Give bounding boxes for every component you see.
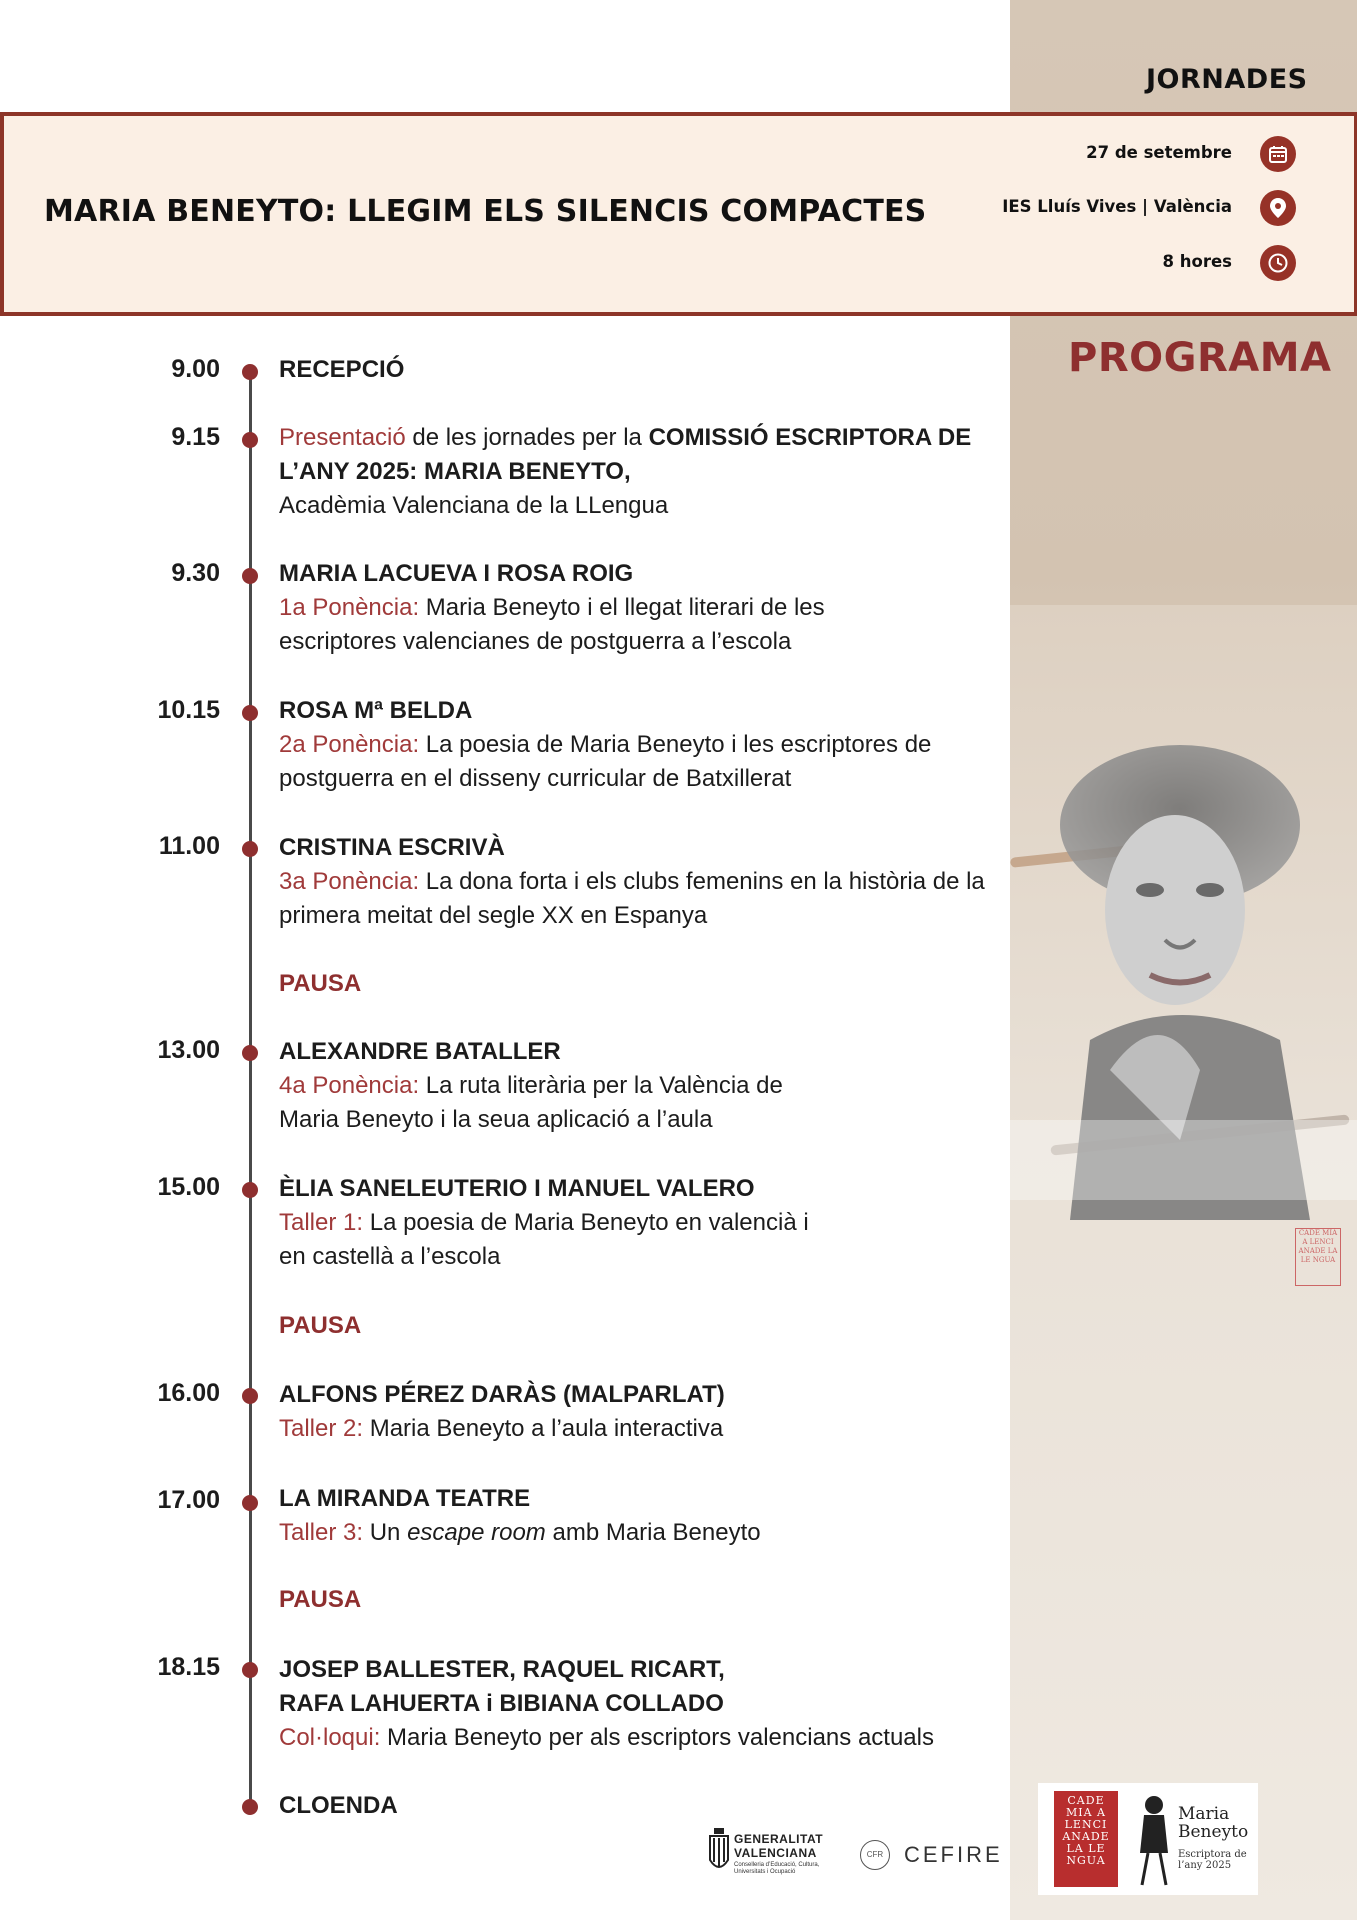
generalitat-title: GENERALITAT	[734, 1832, 824, 1846]
entry-name: RAFA LAHUERTA i BIBIANA COLLADO	[279, 1690, 724, 1717]
schedule-entry	[279, 557, 1009, 659]
schedule-entry	[279, 1482, 1009, 1550]
entry-text: Maria Beneyto i el llegat literari de les escriptores valencianes de postguerra a l’escola	[279, 594, 825, 655]
schedule-entry	[279, 1172, 1009, 1274]
generalitat-sub: Conselleria d’Educació, Cultura, Universitats i Ocupació	[734, 1862, 820, 1875]
calendar-icon	[1260, 136, 1296, 172]
entry-text: Un	[363, 1519, 408, 1546]
clock-icon	[1260, 245, 1296, 281]
location-pin-icon	[1260, 190, 1296, 226]
schedule-entry	[279, 1035, 1009, 1137]
entry-name: RECEPCIÓ	[279, 356, 405, 383]
schedule-entry	[279, 421, 1009, 523]
jornades-label: JORNADES	[1146, 64, 1308, 95]
cefire-text: CEFIRE	[904, 1842, 1003, 1867]
timeline-dot	[242, 364, 258, 380]
pause-label: PAUSA	[279, 970, 362, 997]
entry-text: escape room	[407, 1519, 546, 1546]
entry-name: CRISTINA ESCRIVÀ	[279, 834, 505, 861]
entry-text: La poesia de Maria Beneyto en valencià i en castellà a l’escola	[279, 1209, 809, 1270]
entry-name: COMISSIÓ ESCRIPTORA DE L’ANY 2025: MARIA BENEYTO,	[279, 424, 972, 485]
timeline-dot	[242, 432, 258, 448]
entry-name: CLOENDA	[279, 1792, 398, 1819]
figure-silhouette-icon	[1134, 1793, 1174, 1889]
entry-label: 3a Ponència:	[279, 868, 420, 895]
cefire-mark-icon: CFR	[860, 1840, 890, 1870]
entry-label: 4a Ponència:	[279, 1072, 420, 1099]
entry-text: La poesia de Maria Beneyto i les escriptores de postguerra en el disseny curricular de Batxillerat	[279, 731, 932, 792]
timeline-dot	[242, 705, 258, 721]
entry-text: Maria Beneyto per als escriptors valencians actuals	[380, 1724, 934, 1751]
entry-label: Taller 3:	[279, 1519, 364, 1546]
time-label: 16.00	[157, 1379, 220, 1407]
academia-seal: CADE MIA A LENCI ANADE LA LE NGUA	[1295, 1228, 1341, 1286]
portrait-image	[1010, 740, 1357, 1220]
time-label: 10.15	[157, 696, 220, 724]
timeline-dot	[242, 568, 258, 584]
timeline-dot	[242, 1045, 258, 1061]
event-duration: 8 hores	[1162, 252, 1232, 271]
maria-beneyto-name: Maria Beneyto	[1178, 1804, 1249, 1842]
entry-text: de les jornades per la	[405, 424, 649, 451]
entry-text: Maria Beneyto a l’aula interactiva	[363, 1415, 724, 1442]
entry-text: La dona forta i els clubs femenins en la història de la primera meitat del segle XX en Espanya	[279, 868, 985, 929]
entry-name: ÈLIA SANELEUTERIO I MANUEL VALERO	[279, 1175, 755, 1202]
event-date: 27 de setembre	[1086, 143, 1232, 162]
pause-label: PAUSA	[279, 1586, 362, 1613]
pause-label: PAUSA	[279, 1312, 362, 1339]
generalitat-title2: VALENCIANA	[734, 1846, 817, 1860]
entry-name: ROSA Mª BELDA	[279, 697, 473, 724]
timeline-dot	[242, 1182, 258, 1198]
event-place: IES Lluís Vives | València	[1002, 197, 1232, 216]
entry-text: Acadèmia Valenciana de la LLengua	[279, 492, 669, 519]
entry-name: ALFONS PÉREZ DARÀS (MALPARLAT)	[279, 1381, 725, 1408]
entry-label: Col·loqui:	[279, 1724, 381, 1751]
academia-box: CADE MIA A LENCI ANADE LA LE NGUA	[1054, 1791, 1118, 1887]
time-label: 15.00	[157, 1173, 220, 1201]
timeline-dot	[242, 1799, 258, 1815]
time-label: 9.30	[171, 559, 220, 587]
entry-text: amb Maria Beneyto	[545, 1519, 761, 1546]
schedule-entry	[279, 831, 1009, 933]
timeline-dot	[242, 1388, 258, 1404]
time-label: 11.00	[158, 832, 220, 860]
timeline-dot	[242, 1495, 258, 1511]
maria-beneyto-sub: Escriptora de l’any 2025	[1178, 1849, 1247, 1871]
time-label: 13.00	[157, 1036, 220, 1064]
generalitat-shield-icon	[706, 1826, 732, 1876]
schedule-entry	[279, 1378, 1009, 1446]
schedule-entry	[279, 1653, 1009, 1755]
cefire-logo	[860, 1838, 1003, 1872]
time-label: 9.15	[171, 423, 220, 451]
entry-label: Taller 2:	[279, 1415, 364, 1442]
timeline-line	[249, 370, 252, 1808]
schedule-entry	[279, 353, 1009, 387]
entry-label: 1a Ponència:	[279, 594, 420, 621]
schedule-entry	[279, 694, 1009, 796]
entry-name: JOSEP BALLESTER, RAQUEL RICART,	[279, 1656, 725, 1683]
time-label: 17.00	[157, 1486, 220, 1514]
entry-label: Presentació	[279, 424, 406, 451]
entry-label: 2a Ponència:	[279, 731, 420, 758]
generalitat-logo	[706, 1824, 836, 1884]
schedule-entry	[279, 1789, 1009, 1823]
programa-heading: PROGRAMA	[1068, 335, 1332, 381]
time-label: 9.00	[171, 355, 220, 383]
entry-name: ALEXANDRE BATALLER	[279, 1038, 561, 1065]
entry-label: Taller 1:	[279, 1209, 364, 1236]
academia-logo	[1038, 1783, 1258, 1895]
entry-name: LA MIRANDA TEATRE	[279, 1485, 531, 1512]
timeline-dot	[242, 841, 258, 857]
entry-text: La ruta literària per la València de Maria Beneyto i la seua aplicació a l’aula	[279, 1072, 783, 1133]
event-title: MARIA BENEYTO: LLEGIM ELS SILENCIS COMPACTES	[44, 194, 927, 229]
timeline-dot	[242, 1662, 258, 1678]
time-label: 18.15	[157, 1653, 220, 1681]
entry-name: MARIA LACUEVA I ROSA ROIG	[279, 560, 634, 587]
